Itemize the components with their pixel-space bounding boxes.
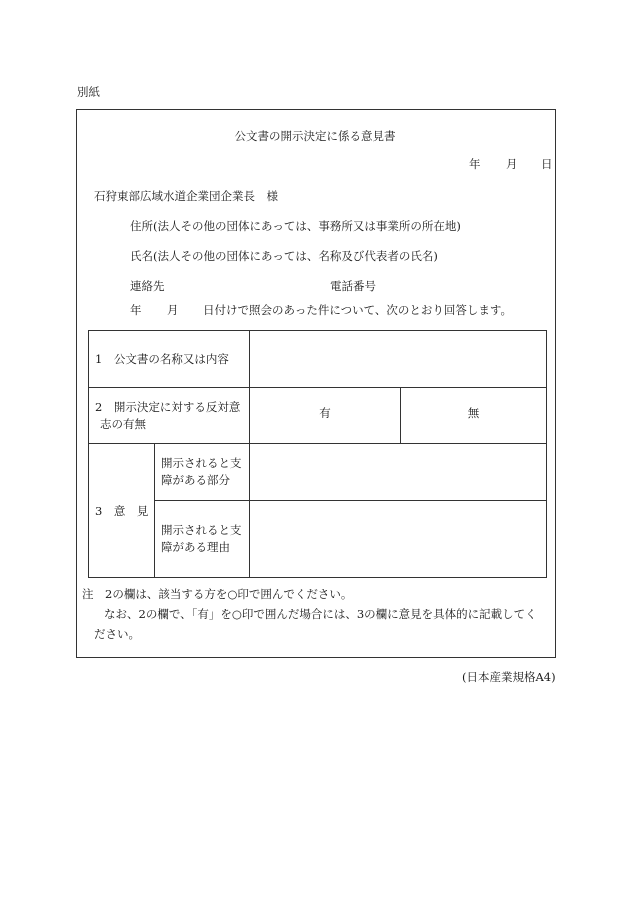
name-line: 氏名(法人その他の団体にあっては、名称及び代表者の氏名) [130, 249, 438, 263]
attachment-label: 別紙 [77, 85, 100, 99]
document-title: 公文書の開示決定に係る意見書 [234, 129, 396, 143]
table-row [89, 331, 547, 388]
table-row [89, 388, 547, 444]
table-row [89, 444, 547, 501]
option-yes[interactable]: 有 [250, 388, 401, 444]
date-year: 年 [469, 157, 481, 171]
date-day: 日 [541, 157, 553, 171]
opinion-part-line1: 開示されると支 [161, 456, 242, 470]
table-row [89, 501, 547, 578]
opinion-part-label [155, 444, 250, 501]
phone-label: 電話番号 [330, 279, 376, 293]
note-line-2: なお、2の欄で、「有」を○印で囲んだ場合には、3の欄に意見を具体的に記載してく [104, 607, 537, 621]
document-name-label: 1 公文書の名称又は内容 [89, 331, 250, 388]
opinion-part-line2: 障がある部分 [161, 473, 230, 487]
objection-label [89, 388, 250, 444]
option-no[interactable]: 無 [401, 388, 547, 444]
address-line: 住所(法人その他の団体にあっては、事務所又は事業所の所在地) [130, 219, 461, 233]
opinion-reason-line2: 障がある理由 [161, 540, 230, 554]
objection-label-line1: 2 開示決定に対する反対意 [95, 399, 241, 414]
paper-size-footer: (日本産業規格A4) [462, 670, 556, 684]
opinion-reason-field[interactable] [250, 501, 547, 578]
intro-text: 日付けで照会のあった件について、次のとおり回答します。 [203, 303, 513, 317]
intro-month: 月 [167, 303, 179, 317]
opinion-label: 3 意 見 [89, 444, 155, 578]
opinion-reason-label [155, 501, 250, 578]
note-line-1: 注 2の欄は、該当する方を○印で囲んでください。 [82, 587, 353, 601]
objection-label-line2: 志の有無 [100, 416, 146, 431]
intro-year: 年 [130, 303, 142, 317]
date-month: 月 [506, 157, 518, 171]
opinion-part-field[interactable] [250, 444, 547, 501]
opinion-reason-line1: 開示されると支 [161, 523, 242, 537]
addressee: 石狩東部広域水道企業団企業長 様 [94, 189, 278, 203]
response-table [88, 330, 547, 578]
contact-label: 連絡先 [130, 279, 165, 293]
document-name-field[interactable] [250, 331, 547, 388]
note-line-3: ださい。 [94, 627, 140, 641]
